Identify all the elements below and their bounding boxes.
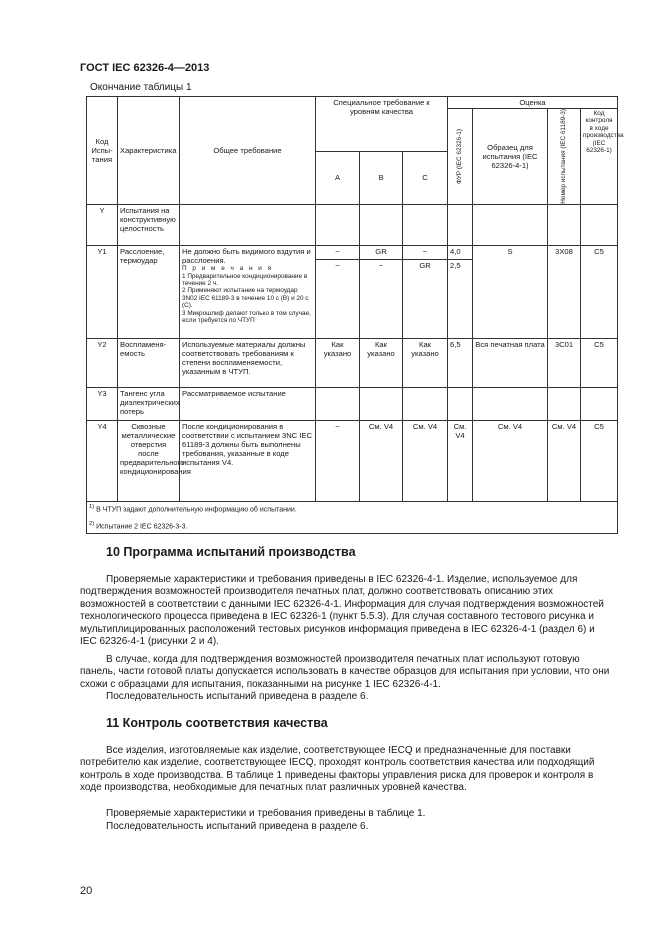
table-caption: Окончание таблицы 1 [90, 82, 192, 93]
header-control: Код контроля в ходе производства (IEC 62326-1) [581, 109, 618, 205]
row-general: Рассматриваемое испытание [180, 387, 316, 420]
section-11-title: 11 Контроль соответствия качества [106, 716, 328, 730]
header-special: Специальное требование к уровням качества [316, 97, 448, 152]
header-characteristic: Характеристика [118, 97, 180, 205]
table-row: Y4 Сквозные металлические отверстия после предварительного кондиционирования После кондиционирования в соответствии с испытанием 3NC IEC 61189-3 должны быть выполнены требования, указанные в коде испытания V4. − См. V4 См. V4 См. V4 См. V4 См. V4 C5 [87, 420, 618, 501]
header-sample: Образец для испытания (IEC 62326-4-1) [473, 109, 548, 205]
header-general: Общее требование [180, 97, 316, 205]
row-characteristic: Воспламеня-емость [118, 338, 180, 387]
header-assessment: Оценка [448, 97, 618, 109]
table-row: Y2 Воспламеня-емость Используемые материалы должны соответствовать требованиям к степени воспламеняемости, указанным в ЧТУП. Как указано Как указано Как указано 6,5 Вся печатная плата 3C01 C5 [87, 338, 618, 387]
section-10-paragraph: В случае, когда для подтверждения возможностей производителя печатных плат используют готовую панель, части готовой платы допускается использовать в качестве образцов для испытания при условии, что они схожи с образцами для испытания, показанными на рисунке 1 IEC 62326-4-1. [80, 654, 610, 690]
table-row: Y1 Расслоение, термоудар Не должно быть видимого вздутия и расслоения. П р и м е ч а н и я 1 Предварительное кондиционирование в течение 2 ч. 2 Применяют испытание на термоудар 3N02 IEC 61189-3 в течение 10 с (В) и 20 с (С). 3 Микрошлиф делают только в том случае, если требуется по ЧТУП − GR − 4,0 S 3X08 C5 [87, 245, 618, 259]
table-row [87, 204, 618, 245]
row-code: Y [87, 204, 118, 245]
header-test-number: Номер испытания (IEC 61189-3) [548, 109, 581, 205]
row-characteristic: Сквозные металлические отверстия после предварительного кондиционирования [118, 420, 180, 501]
header-level-c: С [403, 151, 448, 204]
section-10-paragraph: Последовательность испытаний приведена в разделе 6. [106, 691, 369, 702]
row-characteristic: Испытания на конструктивную целостность [118, 204, 180, 245]
header-code: Код Испы-тания [87, 97, 118, 205]
table-row: − − GR 2,5 [87, 259, 618, 338]
header-fur: ФУР (IEC 62326-1) [448, 109, 473, 205]
header-level-b: В [360, 151, 403, 204]
section-11-paragraph: Последовательность испытаний приведена в разделе 6. [106, 821, 369, 832]
requirements-table [86, 96, 624, 534]
row-characteristic: Расслоение, термоудар [118, 245, 180, 338]
row-general: После кондиционирования в соответствии с испытанием 3NC IEC 61189-3 должны быть выполнены требования, указанные в коде испытания V4. [180, 420, 316, 501]
row-code: Y1 [87, 245, 118, 338]
row-code: Y3 [87, 387, 118, 420]
row-characteristic: Тангенс угла диэлектрических потерь [118, 387, 180, 420]
section-10-title: 10 Программа испытаний производства [106, 545, 356, 559]
table-footnotes: $^{1)}$ В ЧТУП задают дополнительную информацию об испытании. $^{2)}$ Испытание 2 IEC 62326-3-3. [87, 501, 618, 533]
row-general: Используемые материалы должны соответствовать требованиям к степени воспламеняемости, указанным в ЧТУП. [180, 338, 316, 387]
section-10-paragraph: Проверяемые характеристики и требования приведены в IEC 62326-4-1. Изделие, используемое для подтверждения возможностей производителя печатных плат, должно соответствовать описанию этих возможностей в соответствии с данными IEC 62326-4-1. Информация для случая подтверждения возможностей технологического процесса приведена в IEC 62326-1 (пункт 5.5.3). Для случая составного тестового рисунка и мультиплицированных расположений тестовых рисунков информация приведена в IEC 62326-4-1 (раздел 6) и IEC 62326-4-1 (рисунки 2 и 4). [80, 574, 604, 648]
header-level-a: А [316, 151, 360, 204]
section-11-paragraph: Проверяемые характеристики и требования приведены в таблице 1. [106, 808, 426, 819]
row-code: Y4 [87, 420, 118, 501]
row-general: Не должно быть видимого вздутия и расслоения. П р и м е ч а н и я 1 Предварительное кондиционирование в течение 2 ч. 2 Применяют испытание на термоудар 3N02 IEC 61189-3 в течение 10 с (В) и 20 с (С). 3 Микрошлиф делают только в том случае, если требуется по ЧТУП [180, 245, 316, 338]
section-11-paragraph: Все изделия, изготовляемые как изделие, соответствующее IECQ и предназначенные для поставки потребителю как изделие, соответствующее IECQ, проходят контроль соответствия качества или подходящий контроль в ходе производства. В таблице 1 приведены факторы управления риска для проверок и контроля в ходе производства, необходимые для печатных плат различных уровней качества. [80, 745, 595, 794]
table-row [87, 387, 618, 420]
document-code: ГОСТ IEC 62326-4—2013 [80, 62, 210, 74]
row-code: Y2 [87, 338, 118, 387]
page-number: 20 [80, 885, 93, 897]
